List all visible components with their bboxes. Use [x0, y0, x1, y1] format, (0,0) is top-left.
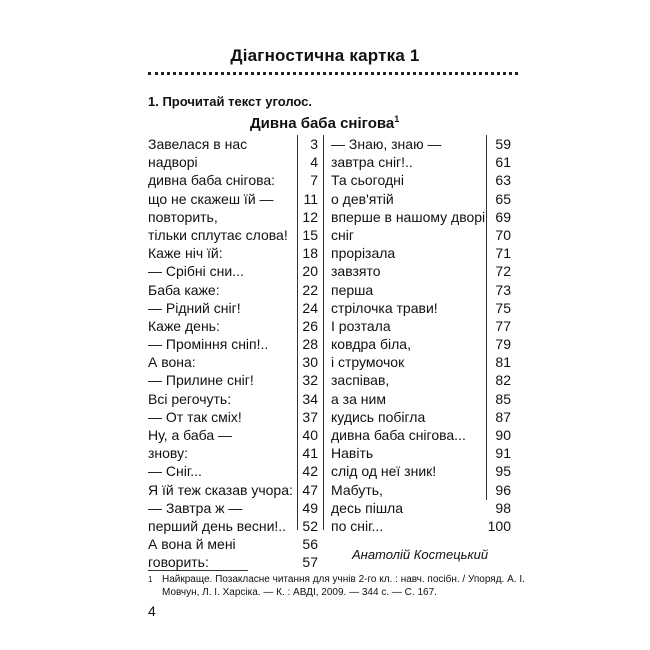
word-count: 75 [495, 299, 511, 316]
footnote [148, 573, 528, 599]
word-count: 87 [495, 408, 511, 425]
word-count: 100 [487, 517, 511, 534]
poem-line: прорізала [331, 245, 396, 262]
poem-line: о дев'ятій [331, 190, 394, 207]
word-count: 34 [302, 390, 318, 407]
poem-line: Я їй теж сказав учора: [148, 481, 293, 498]
word-count: 41 [302, 445, 318, 462]
footnote-mark: 1 [148, 575, 153, 584]
word-count: 56 [302, 536, 318, 553]
task-instruction: 1. Прочитай текст уголос. [148, 94, 313, 109]
word-count-right-column [486, 135, 515, 534]
word-count: 47 [302, 481, 318, 498]
poem-line: вперше в нашому дворі [331, 208, 486, 225]
word-count: 12 [302, 208, 318, 225]
word-count: 77 [495, 317, 511, 334]
poem-line: слід од неї зник! [331, 463, 437, 480]
footnote-text: Найкраще. Позакласне читання для учнів 2-го кл. : навч. посібн. / Упоряд. А. І. Мовчун, Л. І. Харсіка. — К. : АВДІ, 2009. — 344 с. — С. 167. [162, 574, 525, 598]
poem-line: — Прилине сніг! [148, 372, 254, 389]
poem-line: десь пішла [331, 499, 404, 516]
word-count: 49 [302, 499, 318, 516]
poem-line: надворі [148, 154, 198, 171]
poem-line: заспівав, [331, 372, 390, 389]
poem-line: знову: [148, 445, 188, 462]
poem-line: дивна баба снігова: [148, 172, 276, 189]
word-count: 61 [495, 154, 511, 171]
word-count-left-column [297, 135, 324, 571]
poem-line: — Рідний сніг! [148, 299, 241, 316]
poem-title [250, 114, 399, 132]
word-count: 85 [495, 390, 511, 407]
poem-line: — От так сміх! [148, 408, 242, 425]
word-count: 71 [495, 245, 511, 262]
poem-line: Мабуть, [331, 481, 383, 498]
word-count: 82 [495, 372, 511, 389]
dotted-divider [148, 72, 518, 75]
word-count: 52 [302, 517, 318, 534]
word-count: 22 [302, 281, 318, 298]
word-count: 98 [495, 499, 511, 516]
word-count: 32 [302, 372, 318, 389]
word-count: 20 [302, 263, 318, 280]
poem-author: Анатолій Костецький [352, 547, 489, 562]
poem-line: — Знаю, знаю — [331, 136, 442, 152]
word-count: 7 [310, 172, 318, 189]
word-count: 79 [495, 336, 511, 353]
word-count: 70 [495, 226, 511, 243]
poem-line: завтра сніг!.. [331, 154, 413, 171]
word-count: 24 [302, 299, 318, 316]
word-count: 57 [302, 554, 318, 571]
poem-line: — Сніг... [148, 463, 202, 480]
poem-line: кудись побігла [331, 408, 426, 425]
word-count: 42 [302, 463, 318, 480]
page-title: Діагностична картка 1 [230, 46, 420, 65]
word-count: 69 [495, 208, 511, 225]
word-count: 81 [495, 354, 511, 371]
word-count: 30 [302, 354, 318, 371]
word-count: 11 [303, 190, 318, 207]
word-count: 91 [495, 445, 511, 462]
poem-line: А вона: [148, 354, 196, 371]
word-count: 65 [495, 190, 511, 207]
poem-right-column [331, 135, 486, 535]
poem-line: Завелася в нас [148, 136, 248, 152]
poem-line: повторить, [148, 208, 218, 225]
poem-line: і струмочок [331, 354, 405, 371]
poem-line: І розтала [331, 317, 391, 334]
poem-line: Каже день: [148, 317, 220, 334]
word-count: 40 [302, 427, 318, 443]
poem-line: Ну, а баба — [148, 427, 233, 443]
word-count: 37 [302, 408, 318, 425]
word-count: 72 [495, 263, 511, 280]
poem-line: А вона й мені [148, 536, 236, 553]
footnote-rule [148, 570, 248, 571]
poem-line: сніг [331, 226, 354, 243]
word-count: 28 [302, 336, 318, 353]
word-count: 3 [310, 136, 318, 152]
poem-line: перший день весни!.. [148, 517, 287, 534]
poem-line: Баба каже: [148, 281, 220, 298]
poem-line: що не скажеш їй — [148, 190, 274, 207]
poem-line: перша [331, 281, 374, 298]
word-count: 73 [495, 281, 511, 298]
poem-line: стрілочка трави! [331, 299, 438, 316]
poem-line: Каже ніч їй: [148, 245, 223, 262]
word-count: 59 [495, 136, 511, 152]
poem-line: говорить: [148, 554, 209, 571]
footnote-reference: 1 [394, 114, 400, 124]
word-count: 26 [302, 317, 318, 334]
poem-line: по сніг... [331, 517, 384, 534]
poem-left-column [148, 135, 298, 572]
word-count: 63 [495, 172, 511, 189]
poem-title-text: Дивна баба снігова [250, 115, 395, 132]
word-count: 90 [495, 427, 511, 443]
poem-line: завзято [331, 263, 381, 280]
word-count: 96 [495, 481, 511, 498]
word-count: 95 [495, 463, 511, 480]
poem-line: а за ним [331, 390, 386, 407]
poem-line: Навіть [331, 445, 374, 462]
word-count: 4 [310, 154, 318, 171]
word-count: 18 [302, 245, 318, 262]
poem-line: дивна баба снігова... [331, 427, 466, 443]
poem-line: — Срібні сни... [148, 263, 244, 280]
poem-line: Всі регочуть: [148, 390, 232, 407]
poem-line: — Завтра ж — [148, 499, 243, 516]
poem-line: ковдра біла, [331, 336, 411, 353]
page-number: 4 [148, 603, 156, 619]
word-count: 15 [302, 226, 318, 243]
poem-line: Та сьогодні [331, 172, 404, 189]
poem-line: тільки сплутає слова! [148, 226, 288, 243]
poem-line: — Проміння сніп!.. [148, 336, 269, 353]
